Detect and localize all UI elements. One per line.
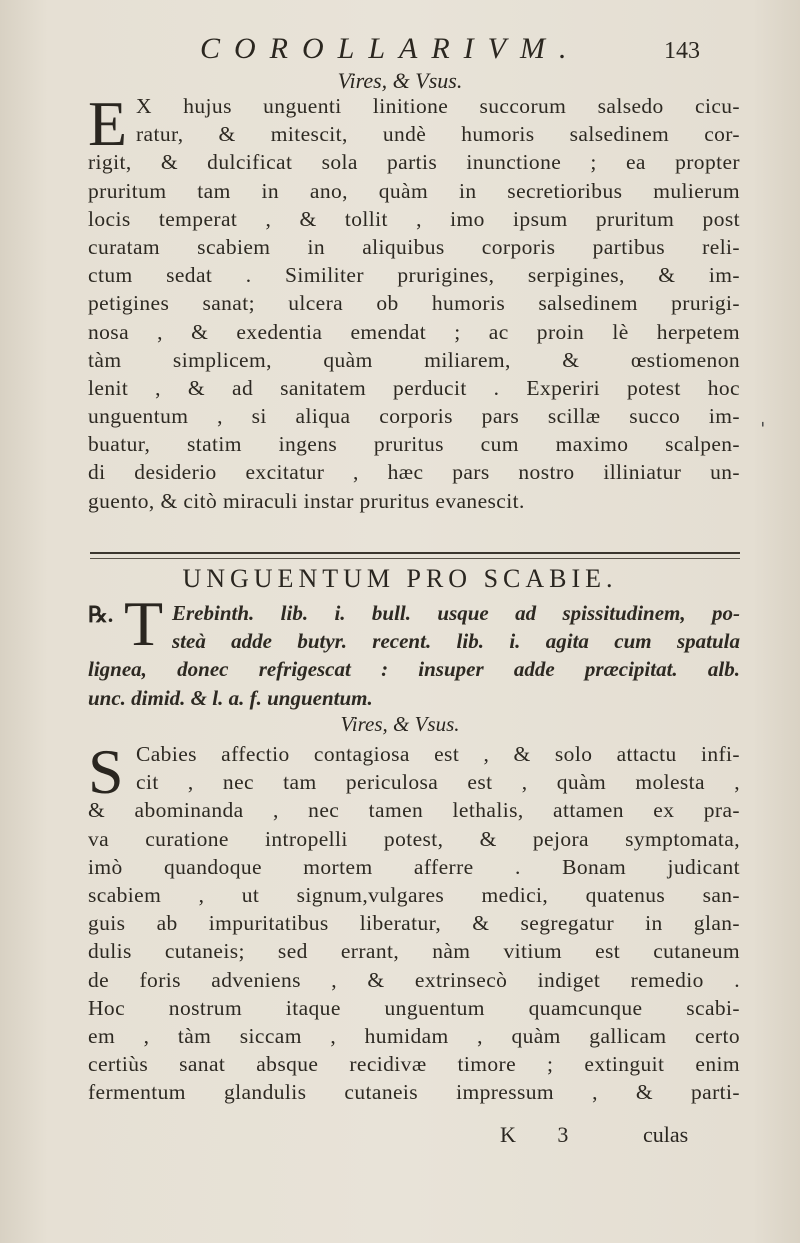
recipe-line: steà adde butyr. recent. lib. i. agita cum spatula <box>172 629 740 654</box>
text-line: ratur, & mitescit, undè humoris salsedinem cor- <box>136 122 740 147</box>
section-subheading-2: Vires, & Vsus. <box>340 712 460 736</box>
text-line: unguentum , si aliqua corporis pars scillæ succo im- <box>88 404 740 429</box>
text-line: guis ab impuritatibus liberatur, & segregatur in glan- <box>88 911 740 936</box>
text-line: tàm simplicem, quàm miliarem, & œstiomenon <box>88 347 740 372</box>
text-line: & abominanda , nec tamen lethalis, attamen ex pra- <box>88 798 740 823</box>
text-line: va curatione intropelli potest, & pejora symptomata, <box>88 826 740 851</box>
text-line: certiùs sanat absque recidivæ timore ; extinguit enim <box>88 1052 740 1077</box>
page-footer <box>0 1122 800 1152</box>
section-title: UNGUENTUM PRO SCABIE. <box>182 564 618 593</box>
text-line: imò quandoque mortem afferre . Bonam judicant <box>88 854 740 879</box>
text-line: X hujus unguenti linitione succorum salsedo cicu- <box>136 94 740 118</box>
recipe-text <box>88 600 740 713</box>
text-line: dulis cutaneis; sed errant, nàm vitium est cutaneum <box>88 939 740 964</box>
drop-capital-e: E <box>88 88 128 159</box>
text-line: petigines sanat; ulcera ob humoris salsedinem prurigi- <box>88 291 740 316</box>
section-divider <box>90 552 740 554</box>
catchword: culas <box>643 1122 689 1147</box>
section-divider-thin <box>90 558 740 559</box>
margin-mark: ˈ <box>760 418 766 442</box>
running-header <box>0 32 800 72</box>
text-line: di desiderio excitatur , hæc pars nostro illiniatur un- <box>88 460 740 485</box>
recipe-symbol: ℞. <box>88 602 114 627</box>
page-number: 143 <box>664 38 700 64</box>
running-title: COROLLARIVM. <box>200 32 581 65</box>
text-line: pruritum tam in ano, quàm in secretioribus mulierum <box>88 178 740 203</box>
text-line: fermentum glandulis cutaneis impressum , & parti- <box>88 1080 740 1105</box>
text-line: de foris adveniens , & extrinsecò indiget remedio . <box>88 967 740 992</box>
section-subheading: Vires, & Vsus. <box>337 68 463 93</box>
text-line: buatur, statim ingens pruritus cum maximo scalpen- <box>88 432 740 457</box>
text-line: cit , nec tam periculosa est , quàm molesta , <box>136 770 740 795</box>
recipe-line: lignea, donec refrigescat : insuper adde præcipitat. alb. <box>88 657 740 682</box>
text-line: locis temperat , & tollit , imo ipsum pruritum post <box>88 206 740 231</box>
drop-capital-t: T <box>124 588 164 659</box>
text-line: em , tàm siccam , humidam , quàm gallicam certo <box>88 1023 740 1048</box>
paragraph-scabies <box>88 736 740 1106</box>
text-line: lenit , & ad sanitatem perducit . Experiri potest hoc <box>88 375 740 400</box>
paragraph-vires-usus <box>88 88 740 515</box>
text-line: Cabies affectio contagiosa est , & solo attactu infi- <box>136 742 740 766</box>
text-line: curatam scabiem in aliquibus corporis partibus reli- <box>88 234 740 259</box>
text-line: rigit, & dulcificat sola partis inunctione ; ea propter <box>88 150 740 175</box>
text-line: guento, & citò miraculi instar pruritus evanescit. <box>88 488 525 513</box>
recipe-line: unc. dimid. & l. a. f. unguentum. <box>88 685 373 710</box>
drop-capital-s: S <box>88 736 124 807</box>
text-line: scabiem , ut signum,vulgares medici, quatenus san- <box>88 882 740 907</box>
text-line: nosa , & exedentia emendat ; ac proin lè herpetem <box>88 319 740 344</box>
signature-mark: K 3 <box>500 1122 587 1147</box>
text-line: Hoc nostrum itaque unguentum quamcunque scabi- <box>88 995 740 1020</box>
text-line: ctum sedat . Similiter prurigines, serpigines, & im- <box>88 263 740 288</box>
recipe-line: Erebinth. lib. i. bull. usque ad spissitudinem, po- <box>172 601 740 625</box>
